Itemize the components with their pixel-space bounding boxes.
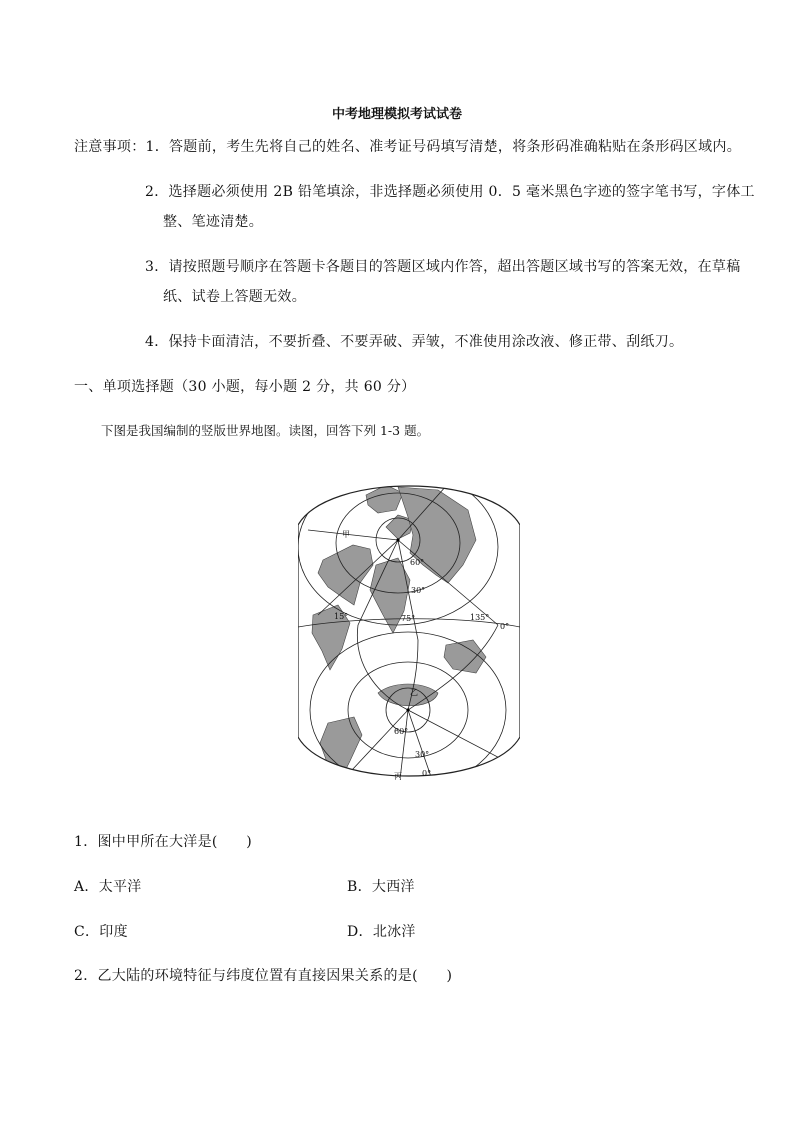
notice-item-1: 1．答题前，考生先将自己的姓名、准考证号码填写清楚，将条形码准确粘贴在条形码区域内。	[145, 139, 742, 155]
notice-line-1	[74, 136, 741, 156]
question-1-option-a: A．太平洋	[74, 879, 142, 895]
label-eq0: 0°	[500, 622, 510, 631]
section-heading: 一、单项选择题（30 小题，每小题 2 分，共 60 分）	[74, 379, 416, 395]
label-lon15: 15°	[334, 612, 349, 621]
notice-label: 注意事项：	[74, 139, 146, 155]
notice-item-2: 2．选择题必须使用 2B 铅笔填涂，非选择题必须使用 0．5 毫米黑色字迹的签字笔书写，字体工	[145, 184, 755, 200]
label-lat30n: 30°	[411, 586, 426, 595]
north-pole-dot	[396, 538, 399, 541]
question-2-stem: 2．乙大陆的环境特征与纬度位置有直接因果关系的是( )	[74, 968, 453, 984]
question-1-stem: 1．图中甲所在大洋是( )	[74, 834, 253, 850]
label-lat0s: 0°	[422, 769, 432, 778]
question-1-option-b: B．大西洋	[347, 879, 415, 895]
map-body	[298, 465, 520, 797]
label-lon75: 75°	[401, 614, 416, 623]
point-bing-dot	[407, 784, 411, 788]
world-map-figure	[298, 465, 520, 797]
notice-item-2-cont: 整、笔迹清楚。	[163, 214, 264, 230]
south-pole-dot	[406, 708, 409, 711]
label-lat60n: 60°	[410, 558, 425, 567]
label-jia: 甲	[342, 530, 350, 539]
question-1-option-c: C．印度	[74, 924, 128, 940]
notice-item-3: 3．请按照题号顺序在答题卡各题目的答题区域内作答，超出答题区域书写的答案无效，在草稿	[145, 259, 741, 275]
page-title: 中考地理模拟考试试卷	[331, 107, 462, 122]
label-lon135: 135°	[470, 613, 490, 622]
label-yi: 乙	[410, 688, 418, 697]
notice-item-4: 4．保持卡面清洁，不要折叠、不要弄破、弄皱，不准使用涂改液、修正带、刮纸刀。	[145, 334, 684, 350]
question-1-option-d: D．北冰洋	[347, 924, 416, 940]
label-lat60s: 60°	[394, 727, 409, 736]
notice-item-3-cont: 纸、试卷上答题无效。	[163, 289, 306, 305]
map-intro: 下图是我国编制的竖版世界地图。读图，回答下列 1-3 题。	[101, 423, 430, 438]
label-bing: 丙	[394, 772, 402, 781]
label-lat30s: 30°	[415, 750, 430, 759]
